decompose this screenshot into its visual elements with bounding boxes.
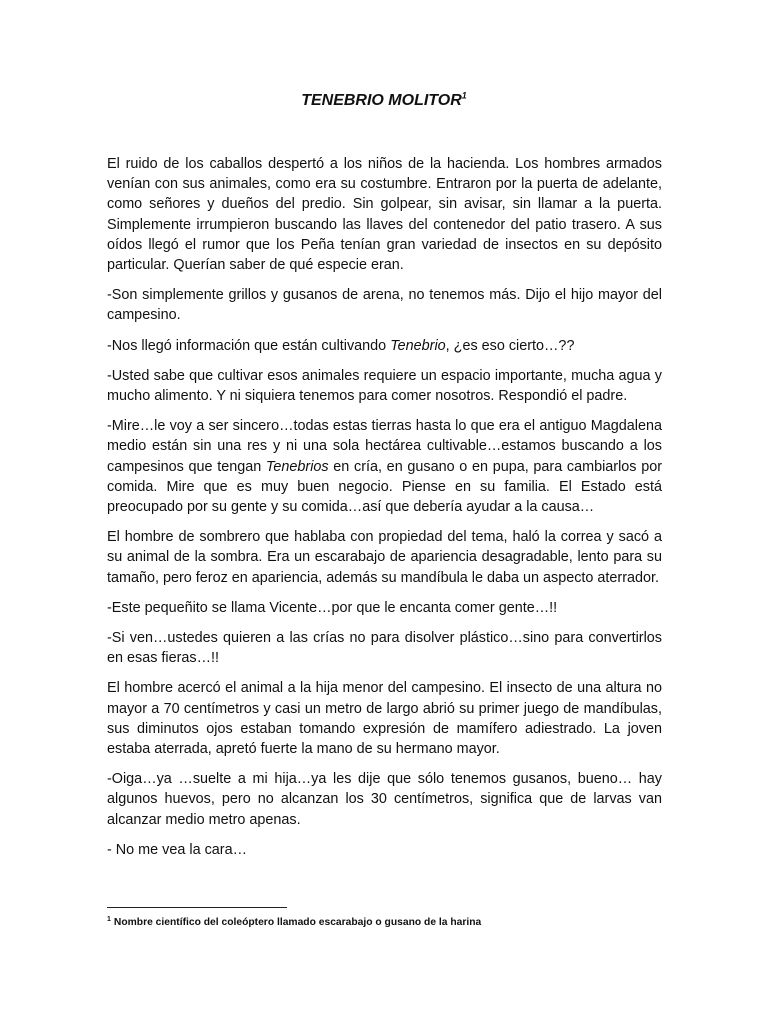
footnote-marker: 1 [107,915,111,923]
document-body [107,154,662,870]
document-title [0,91,768,111]
text-run: en cría, en gusano o en pupa, para cambiarlos por comida. Mire que es muy buen negocio. Piense en su familia. El Estado está preocupado por su gente y su comida…así que debería ayudar a la causa… [107,458,662,516]
paragraph [107,527,662,588]
paragraph [107,336,662,356]
italic-text-run: Tenebrios [265,458,329,475]
text-run: -Este pequeñito se llama Vicente…por que le encanta comer gente…!! [107,599,558,616]
footnote-separator [107,907,287,908]
text-run: - No me vea la cara… [107,841,247,858]
paragraph [107,285,662,325]
paragraph [107,366,662,406]
paragraph [107,769,662,830]
italic-text-run: Tenebrio [390,337,446,354]
text-run: El hombre acercó el animal a la hija menor del campesino. El insecto de una altura no mayor a 70 centímetros y casi un metro de largo abrió su primer juego de mandíbulas, sus diminutos ojos estaban tomando expresión de mamífero adiestrado. La joven estaba aterrada, apretó fuerte la mano de su hermano mayor. [107,680,662,758]
paragraph [107,678,662,759]
footnote [107,916,667,930]
text-run: -Nos llegó información que están cultivando [107,337,391,354]
title-footnote-marker: 1 [461,90,467,101]
text-run: -Mire…le voy a ser sincero…todas estas tierras hasta lo que era el antiguo Magdalena medio están sin una res y ni una sola hectárea cultivable…estamos buscando a los campesinos que tengan [107,418,662,475]
text-run: , ¿es eso cierto…?? [445,337,575,354]
paragraph [107,154,662,275]
text-run: -Si ven…ustedes quieren a las crías no para disolver plástico…sino para convertirlos en esas fieras…!! [107,630,662,667]
paragraph [107,628,662,668]
footnote-text: Nombre científico del coleóptero llamado escarabajo o gusano de la harina [113,917,482,928]
text-run: El hombre de sombrero que hablaba con propiedad del tema, haló la correa y sacó a su animal de la sombra. Era un escarabajo de apariencia desagradable, lento para su tamaño, pero feroz en apariencia, además su mandíbula le daba un aspecto aterrador. [107,529,662,586]
text-run: -Son simplemente grillos y gusanos de arena, no tenemos más. Dijo el hijo mayor del campesino. [107,287,662,324]
title-text: TENEBRIO MOLITOR [301,92,462,109]
paragraph [107,598,662,618]
text-run: -Usted sabe que cultivar esos animales requiere un espacio importante, mucha agua y mucho alimento. Y ni siquiera tenemos para comer nosotros. Respondió el padre. [107,367,662,405]
text-run: El ruido de los caballos despertó a los niños de la hacienda. Los hombres armados venían con sus animales, como era su costumbre. Entraron por la puerta de adelante, como señores y dueños del predio. Sin golpear, sin avisar, sin llamar a la puerta. Simplemente irrumpieron buscando las llaves del contenedor del patio trasero. A sus oídos llegó el rumor que los Peña tenían gran variedad de insectos en su depósito particular. Querían saber de qué especie eran. [107,156,662,274]
paragraph [107,416,662,517]
text-run: -Oiga…ya …suelte a mi hija…ya les dije que sólo tenemos gusanos, bueno… hay algunos huevos, pero no alcanzan los 30 centímetros, significa que de larvas van alcanzar medio metro apenas. [107,771,662,828]
paragraph [107,840,662,860]
